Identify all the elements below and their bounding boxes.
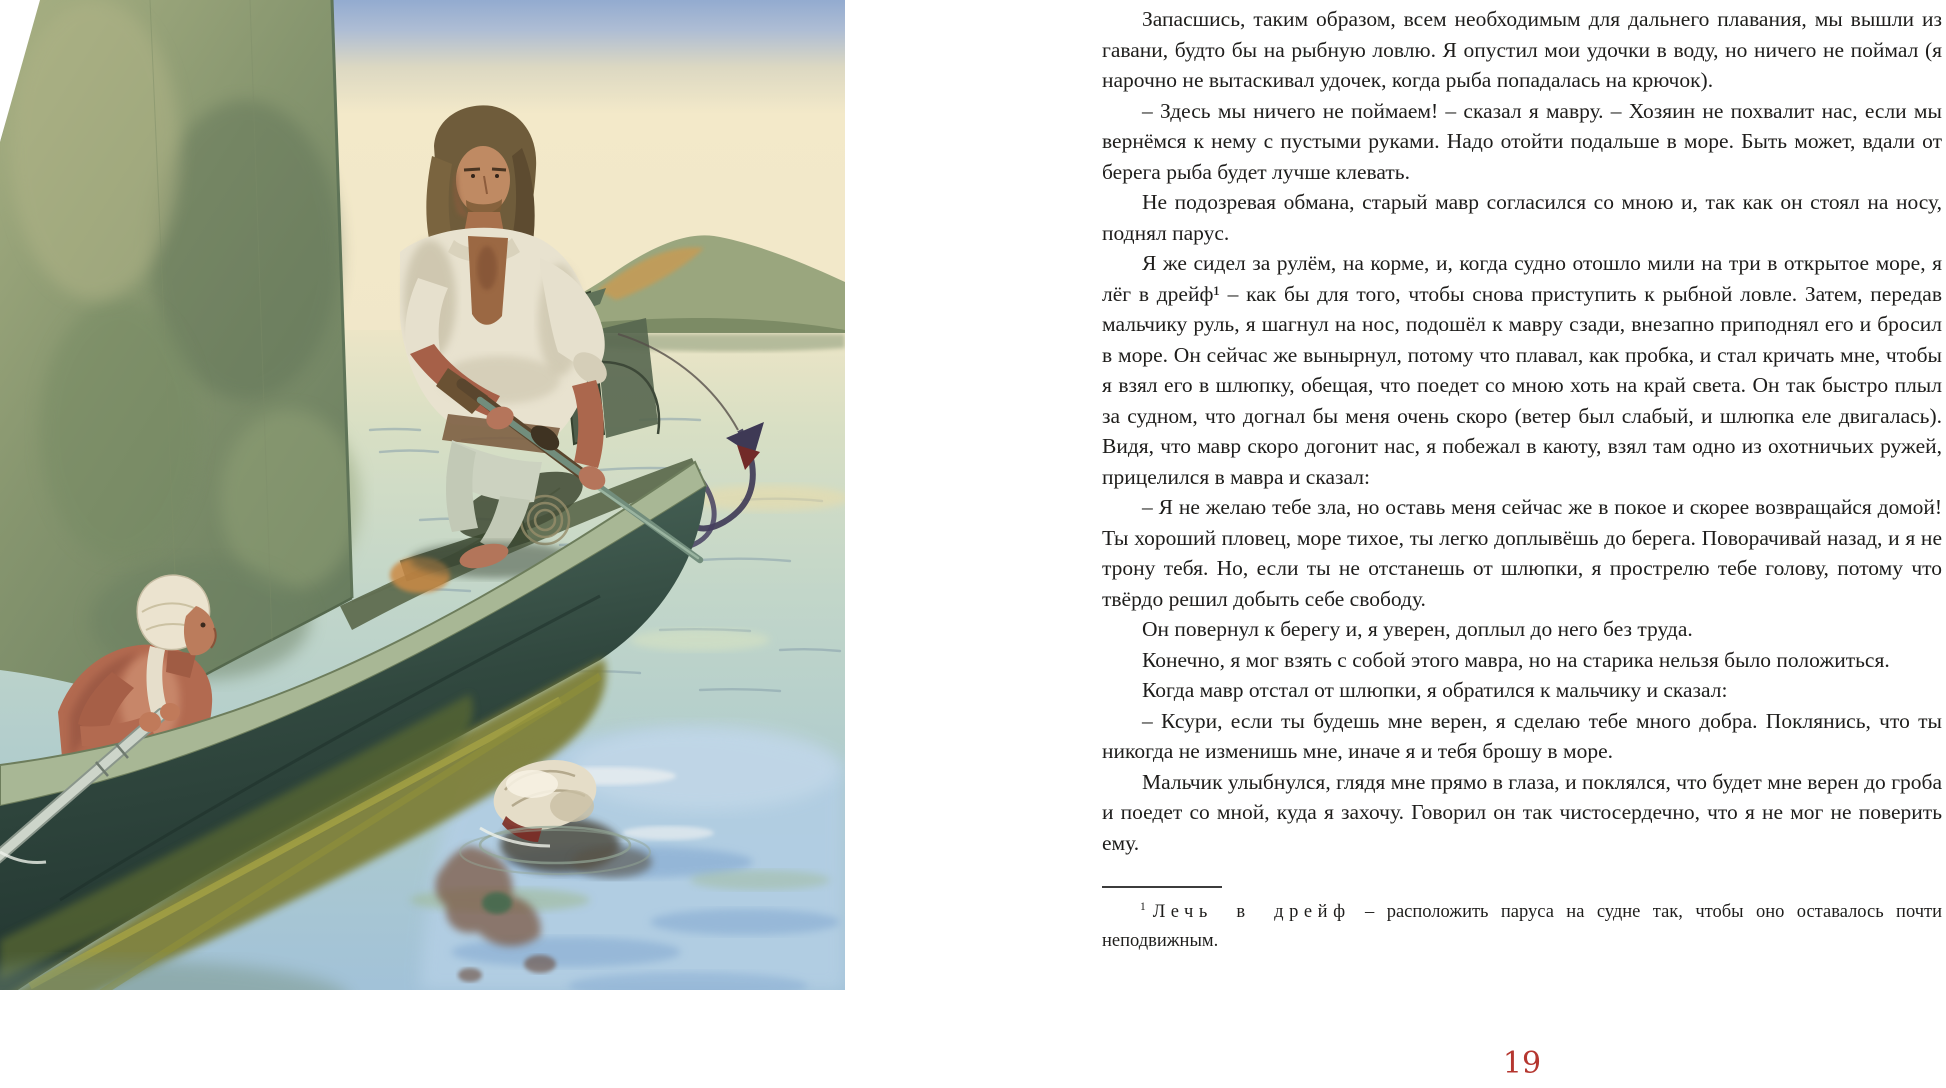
paragraph: Когда мавр отстал от шлюпки, я обратился к мальчику и сказал: [1142, 678, 1728, 702]
sea-streak [630, 629, 770, 651]
crusoe-face [456, 146, 510, 214]
footnote-definition: – расположить паруса на судне так, чтобы оно оставалось почти неподвижным. [1102, 902, 1943, 951]
paragraph: – Я не желаю тебе зла, но оставь меня сейчас же в покое и скорее возвращайся домой! Ты хороший пловец, море тихое, ты легко доплывёшь до берега. Поворачивай назад, и я не трону тебя. Но, если ты не отстанешь от шлюпки, я прострелю тебе голову, потому что твёрдо решил добыть себе свободу. [1102, 495, 1942, 611]
footnote [1102, 898, 1942, 956]
page-number: 19 [1502, 1046, 1542, 1081]
footnote-term: Лечь в дрейф [1152, 902, 1351, 922]
watercolor-illustration [0, 0, 845, 990]
paragraph: Он повернул к берегу и, я уверен, доплыл до него без труда. [1142, 617, 1693, 641]
paragraph: – Здесь мы ничего не поймаем! – сказал я мавру. – Хозяин не похвалит нас, если мы вернёмся к нему с пустыми руками. Надо отойти подальше в море. Быть может, вдали от берега рыба будет лучше клевать. [1102, 98, 1942, 184]
illustration [0, 0, 845, 990]
footnote-marker: 1 [1140, 900, 1146, 913]
paragraph: Мальчик улыбнулся, глядя мне прямо в глаза, и поклялся, что будет мне верен до гроба и поедет со мной, куда я захочу. Говорил он так чистосердечно, что я не мог не поверить ему. [1102, 769, 1942, 855]
page-text [1102, 4, 1942, 956]
paragraph: Конечно, я мог взять с собой этого мавра, но на старика нельзя было положиться. [1142, 647, 1890, 672]
paragraph: – Ксури, если ты будешь мне верен, я сделаю тебе много добра. Поклянись, что ты никогда не изменишь мне, иначе я и тебя брошу в море. [1102, 708, 1942, 763]
body-text [1102, 4, 1942, 858]
paragraph: Я же сидел за рулём, на корме, и, когда судно отошло мили на три в открытое море, я лёг в дрейф¹ – как бы для того, чтобы снова приступить к рыбной ловле. Затем, передав мальчику руль, я шагнул на нос, подошёл к мавру сзади, внезапно приподнял его и бросил в море. Он сейчас же вынырнул, потому что плавал, как пробка, и стал кричать мне, чтобы я взял его в шлюпку, обещая, что поедет со мною хоть на край света. Он так быстро плыл за судном, что догнал бы меня очень скоро (ветер был слабый, и шлюпка еле двигалась). Видя, что мавр скоро догонит нас, я побежал в каюту, взял там одно из охотничьих ружей, прицелился в мавра и сказал: [1102, 251, 1942, 489]
paragraph: Не подозревая обмана, старый мавр согласился со мною и, так как он стоял на носу, поднял парус. [1102, 190, 1942, 245]
paragraph: Запасшись, таким образом, всем необходимым для дальнего плавания, мы вышли из гавани, будто бы на рыбную ловлю. Я опустил мои удочки в воду, но ничего не поймал (я нарочно не вытаскивал удочек, когда рыба попадалась на крючок). [1102, 7, 1942, 92]
footnote-divider [1102, 886, 1222, 888]
